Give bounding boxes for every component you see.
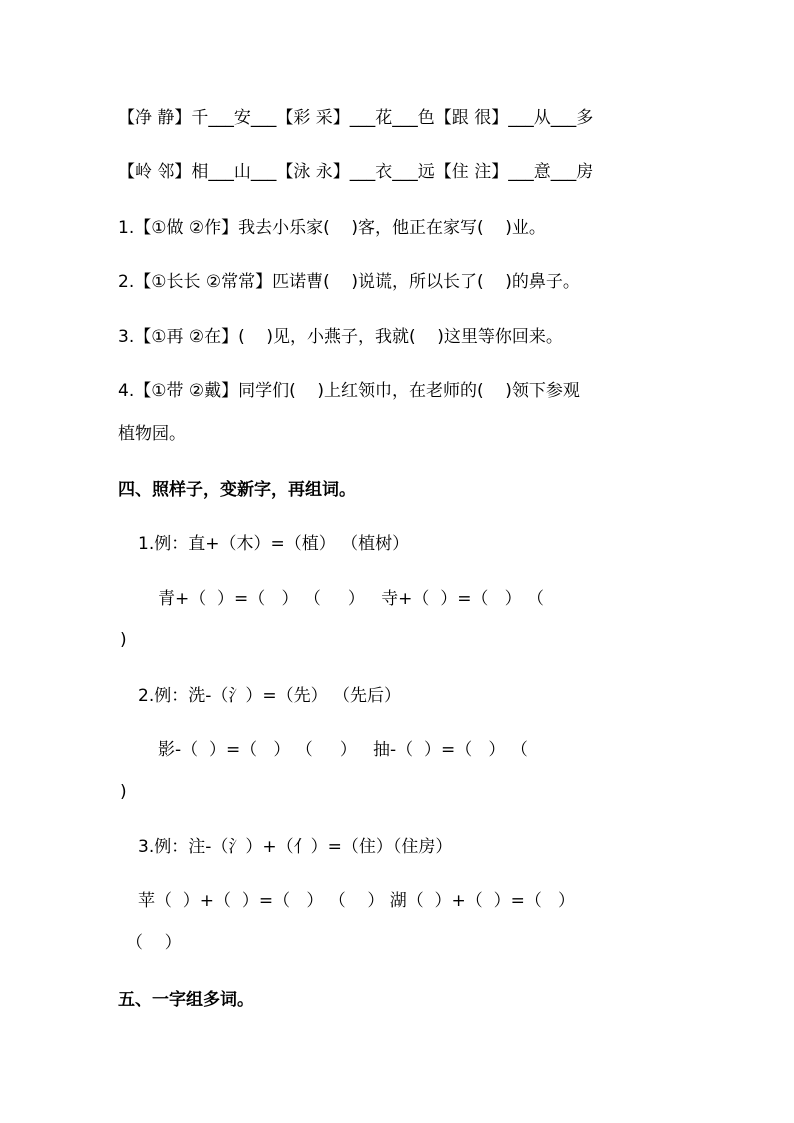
exercise-2-tail: ) (120, 782, 127, 802)
char-pairs-row-1: 【净 静】千___安___【彩 采】___花___色【跟 很】___从___多 (118, 108, 594, 128)
choice-item-4: 4.【①带 ②戴】同学们( )上红领巾，在老师的( )领下参观 (118, 381, 580, 401)
exercise-3-line: 苹（ ）+（ ）=（ ） （ ） 湖（ ）+（ ）=（ ） (138, 891, 576, 911)
example-1: 1.例：直+（木）=（植） （植树） (138, 534, 410, 554)
example-2: 2.例：洗-（氵）=（先） （先后） (138, 686, 402, 706)
char-pairs-row-2: 【岭 邻】相___山___【泳 永】___衣___远【住 注】___意___房 (118, 162, 594, 182)
choice-item-4-continued: 植物园。 (118, 424, 186, 444)
exercise-1-line: 青+（ ）=（ ） （ ） 寺+（ ）=（ ） （ (158, 589, 545, 609)
exercise-1-tail: ) (120, 630, 127, 650)
section-4-title: 四、照样子，变新字，再组词。 (118, 480, 356, 500)
choice-item-3: 3.【①再 ②在】( )见，小燕子，我就( )这里等你回来。 (118, 327, 563, 347)
example-3: 3.例：注-（氵）+（亻）=（住）（住房） (138, 837, 453, 857)
section-5-title: 五、一字组多词。 (118, 990, 254, 1010)
choice-item-2: 2.【①长长 ②常常】匹诺曹( )说谎，所以长了( )的鼻子。 (118, 272, 580, 292)
exercise-3-tail: （ ） (126, 933, 182, 953)
choice-item-1: 1.【①做 ②作】我去小乐家( )客，他正在家写( )业。 (118, 218, 546, 238)
exercise-2-line: 影-（ ）=（ ） （ ） 抽-（ ）=（ ） （ (158, 740, 528, 760)
